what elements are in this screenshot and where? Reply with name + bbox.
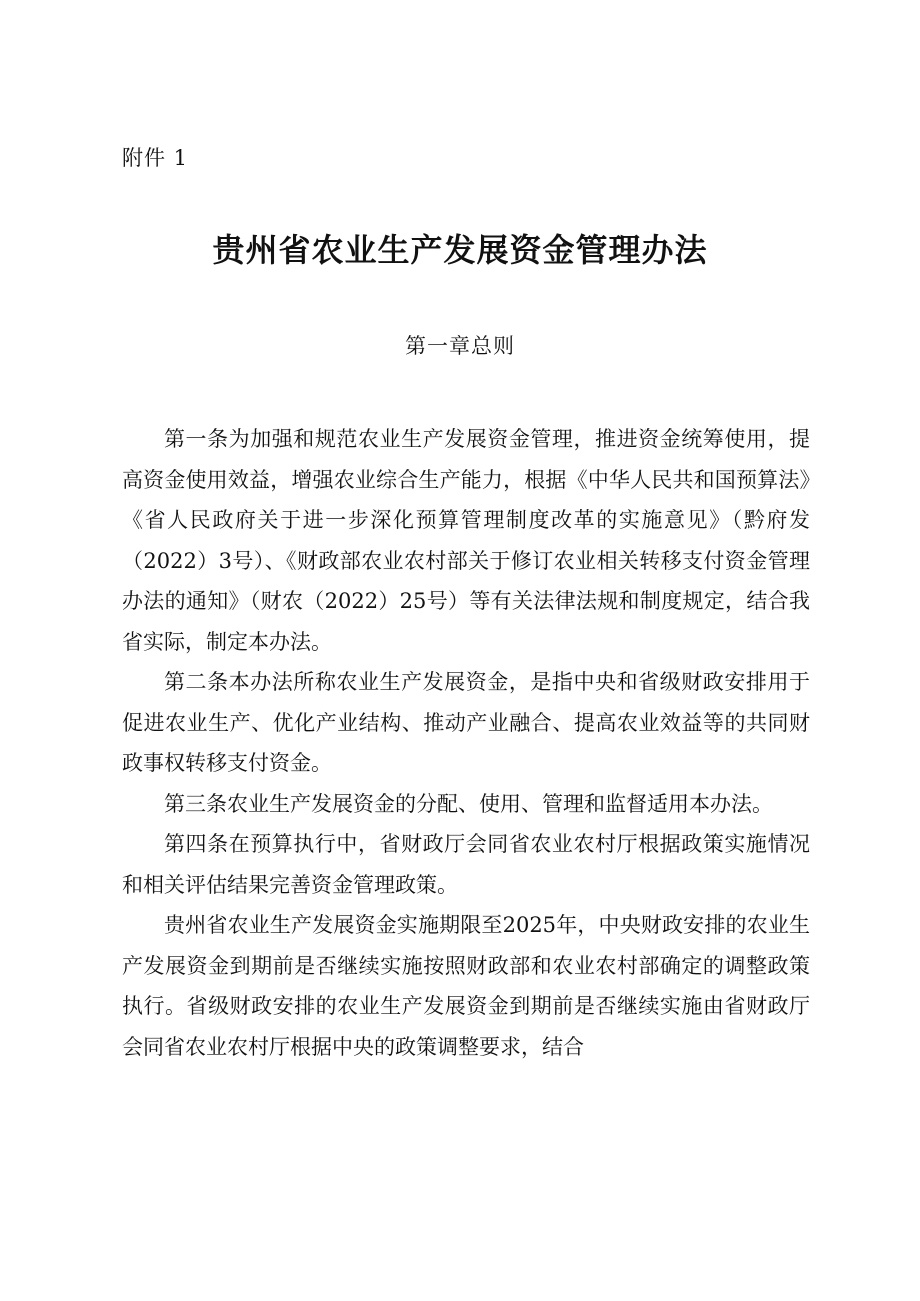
article-4-paragraph: 第四条在预算执行中，省财政厅会同省农业农村厅根据政策实施情况和相关评估结果完善资金管理政策。 [122, 832, 810, 897]
attachment-label: 附件 1 [122, 146, 189, 170]
document-title: 贵州省农业生产发展资金管理办法 [212, 231, 708, 269]
implementation-period-paragraph: 贵州省农业生产发展资金实施期限至2025年，中央财政安排的农业生产发展资金到期前是否继续实施按照财政部和农业农村部确定的调整政策执行。省级财政安排的农业生产发展资金到期前是否继续实施由省财政厅会同省农业农村厅根据中央的政策调整要求，结合 [122, 913, 810, 1059]
article-3-paragraph: 第三条农业生产发展资金的分配、使用、管理和监督适用本办法。 [164, 791, 773, 816]
article-1-paragraph: 第一条为加强和规范农业生产发展资金管理，推进资金统筹使用，提高资金使用效益，增强农业综合生产能力，根据《中华人民共和国预算法》《省人民政府关于进一步深化预算管理制度改革的实施意见》（黔府发（2022）3号）、《财政部农业农村部关于修订农业相关转移支付资金管理办法的通知》（财农（2022）25号）等有关法律法规和制度规定，结合我省实际，制定本办法。 [122, 427, 810, 654]
document-body [122, 419, 810, 1067]
article-2-paragraph: 第二条本办法所称农业生产发展资金，是指中央和省级财政安排用于促进农业生产、优化产业结构、推动产业融合、提高农业效益等的共同财政事权转移支付资金。 [122, 670, 810, 775]
chapter-heading: 第一章总则 [405, 334, 515, 358]
